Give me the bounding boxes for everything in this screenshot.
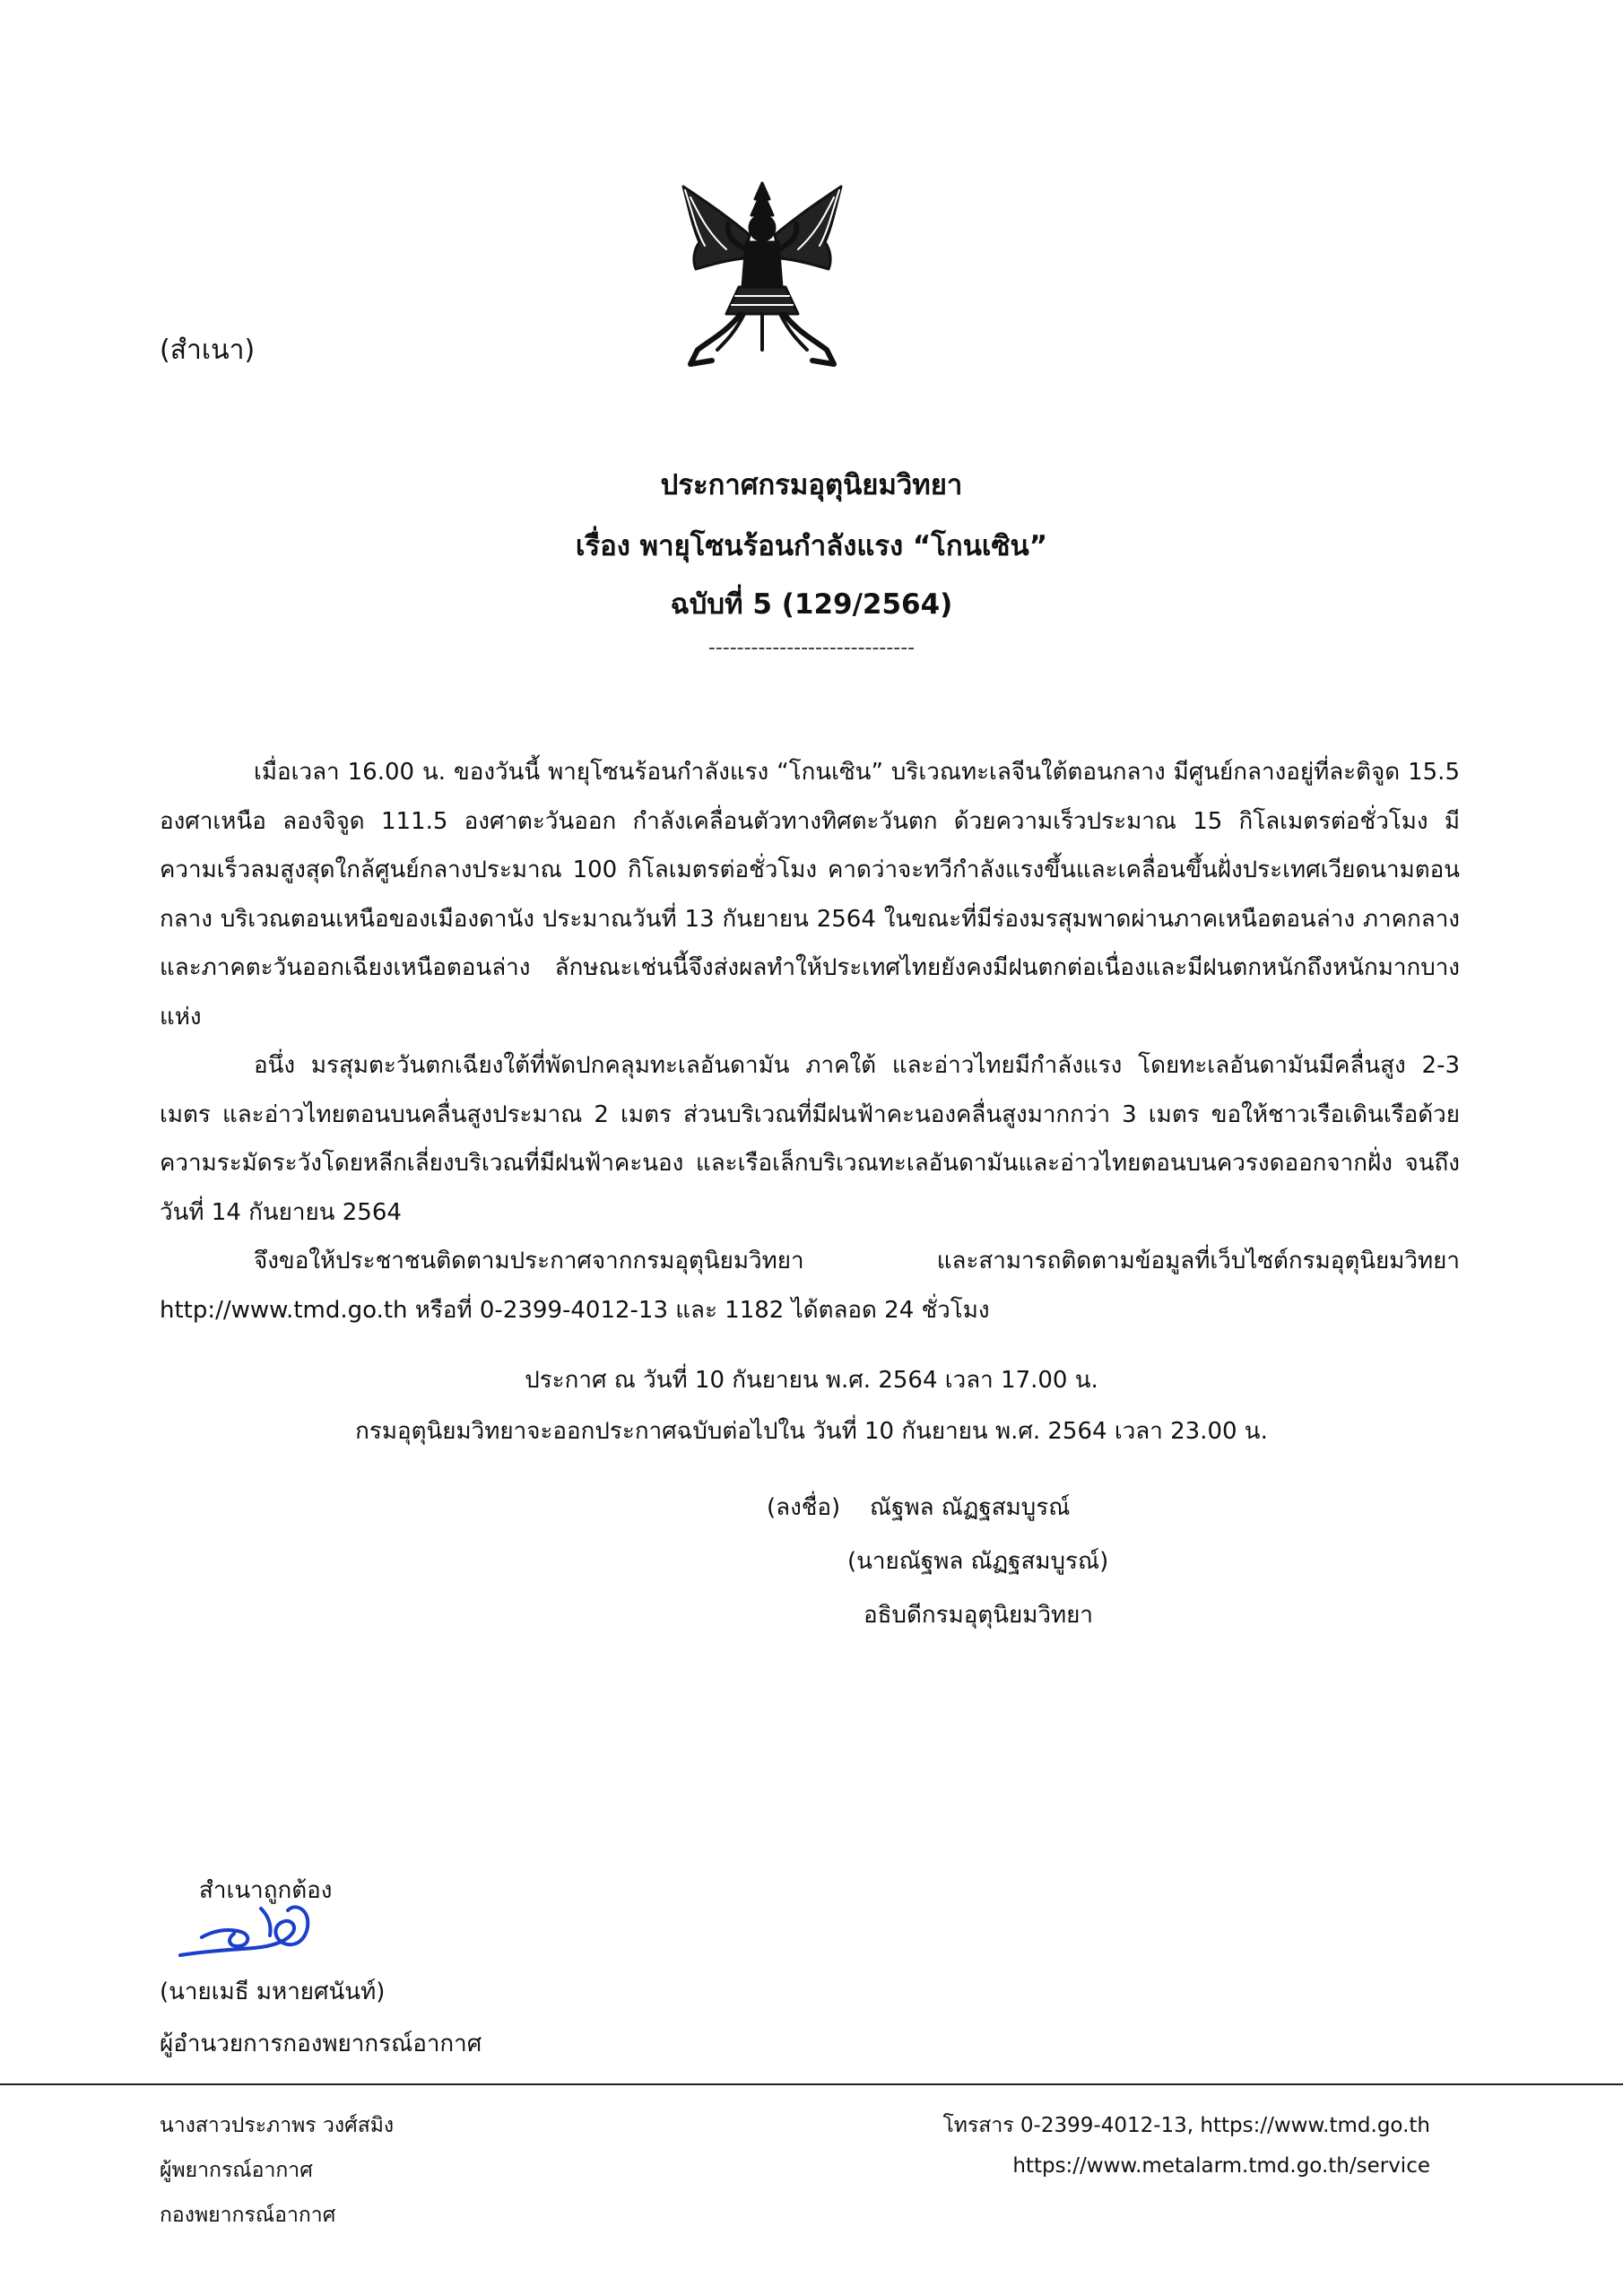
signatory-full-name: (นายณัฐพล ณัฏฐสมบูรณ์)	[847, 1548, 1109, 1575]
next-issue-datetime: กรมอุตุนิยมวิทยาจะออกประกาศฉบับต่อไปใน วันที่ 10 กันยายน พ.ศ. 2564 เวลา 23.00 น.	[355, 1418, 1268, 1445]
document-subject: เรื่อง พายุโซนร้อนกำลังแรง “โกนเซิน”	[575, 530, 1048, 562]
forecaster-role: ผู้พยากรณ์อากาศ	[160, 2159, 313, 2182]
signatory-name: ณัฐพล ณัฏฐสมบูรณ์	[870, 1494, 1071, 1521]
issue-number: ฉบับที่ 5 (129/2564)	[670, 588, 953, 621]
contact-fax-website: โทรสาร 0-2399-4012-13, https://www.tmd.go.th	[942, 2114, 1430, 2137]
certifier-name: (นายเมธี มหายศนันท์)	[160, 1979, 386, 2005]
announcement-body	[160, 748, 1460, 1335]
forecaster-division: กองพยากรณ์อากาศ	[160, 2204, 336, 2227]
document-title: ประกาศกรมอุตุนิยมวิทยา	[660, 469, 963, 501]
paragraph-follow-updates: จึงขอให้ประชาชนติดตามประกาศจากกรมอุตุนิยมวิทยา และสามารถติดตามข้อมูลที่เว็บไซต์กรมอุตุนิยมวิทยา http://www.tmd.go.th หรือที่ 0-2399-4012-13 และ 1182 ได้ตลอด 24 ชั่วโมง	[160, 1248, 1460, 1324]
signature-prefix: (ลงชื่อ)	[767, 1494, 841, 1521]
certified-copy-label: สำเนาถูกต้อง	[199, 1877, 333, 1904]
footer-divider	[0, 2083, 1623, 2085]
garuda-emblem-icon	[673, 179, 852, 372]
copy-mark: (สำเนา)	[160, 335, 256, 366]
certifier-title: ผู้อำนวยการกองพยากรณ์อากาศ	[160, 2031, 482, 2057]
paragraph-monsoon-warning: อนึ่ง มรสุมตะวันตกเฉียงใต้ที่พัดปกคลุมทะเลอันดามัน ภาคใต้ และอ่าวไทยมีกำลังแรง โดยทะเลอันดามันมีคลื่นสูง 2-3 เมตร และอ่าวไทยตอนบนคลื่นสูงประมาณ 2 เมตร ส่วนบริเวณที่มีฝนฟ้าคะนองคลื่นสูงมากกว่า 3 เมตร ขอให้ชาวเรือเดินเรือด้วยความระมัดระวังโดยหลีกเลี่ยงบริเวณที่มีฝนฟ้าคะนอง และเรือเล็กบริเวณทะเลอันดามันและอ่าวไทยตอนบนควรงดออกจากฝั่ง จนถึงวันที่ 14 กันยายน 2564	[160, 1052, 1460, 1226]
paragraph-storm-position: เมื่อเวลา 16.00 น. ของวันนี้ พายุโซนร้อนกำลังแรง “โกนเซิน” บริเวณทะเลจีนใต้ตอนกลาง มีศูนย์กลางอยู่ที่ละติจูด 15.5 องศาเหนือ ลองจิจูด 111.5 องศาตะวันออก กำลังเคลื่อนตัวทางทิศตะวันตก ด้วยความเร็วประมาณ 15 กิโลเมตรต่อชั่วโมง มีความเร็วลมสูงสุดใกล้ศูนย์กลางประมาณ 100 กิโลเมตรต่อชั่วโมง คาดว่าจะทวีกำลังแรงขึ้นและเคลื่อนขึ้นฝั่งประเทศเวียดนามตอนกลาง บริเวณตอนเหนือของเมืองดานัง ประมาณวันที่ 13 กันยายน 2564 ในขณะที่มีร่องมรสุมพาดผ่านภาคเหนือตอนล่าง ภาคกลาง และภาคตะวันออกเฉียงเหนือตอนล่าง ลักษณะเช่นนี้จึงส่งผลทำให้ประเทศไทยยังคงมีฝนตกต่อเนื่องและมีฝนตกหนักถึงหนักมากบางแห่ง	[160, 759, 1460, 1031]
title-divider: -----------------------------	[707, 637, 916, 659]
forecaster-name: นางสาวประภาพร วงศ์สมิง	[160, 2114, 395, 2137]
handwritten-signature-icon	[175, 1892, 332, 1973]
issued-datetime: ประกาศ ณ วันที่ 10 กันยายน พ.ศ. 2564 เวลา 17.00 น.	[525, 1367, 1098, 1394]
signatory-position: อธิบดีกรมอุตุนิยมวิทยา	[864, 1602, 1093, 1629]
contact-service-url: https://www.metalarm.tmd.go.th/service	[1012, 2154, 1430, 2178]
